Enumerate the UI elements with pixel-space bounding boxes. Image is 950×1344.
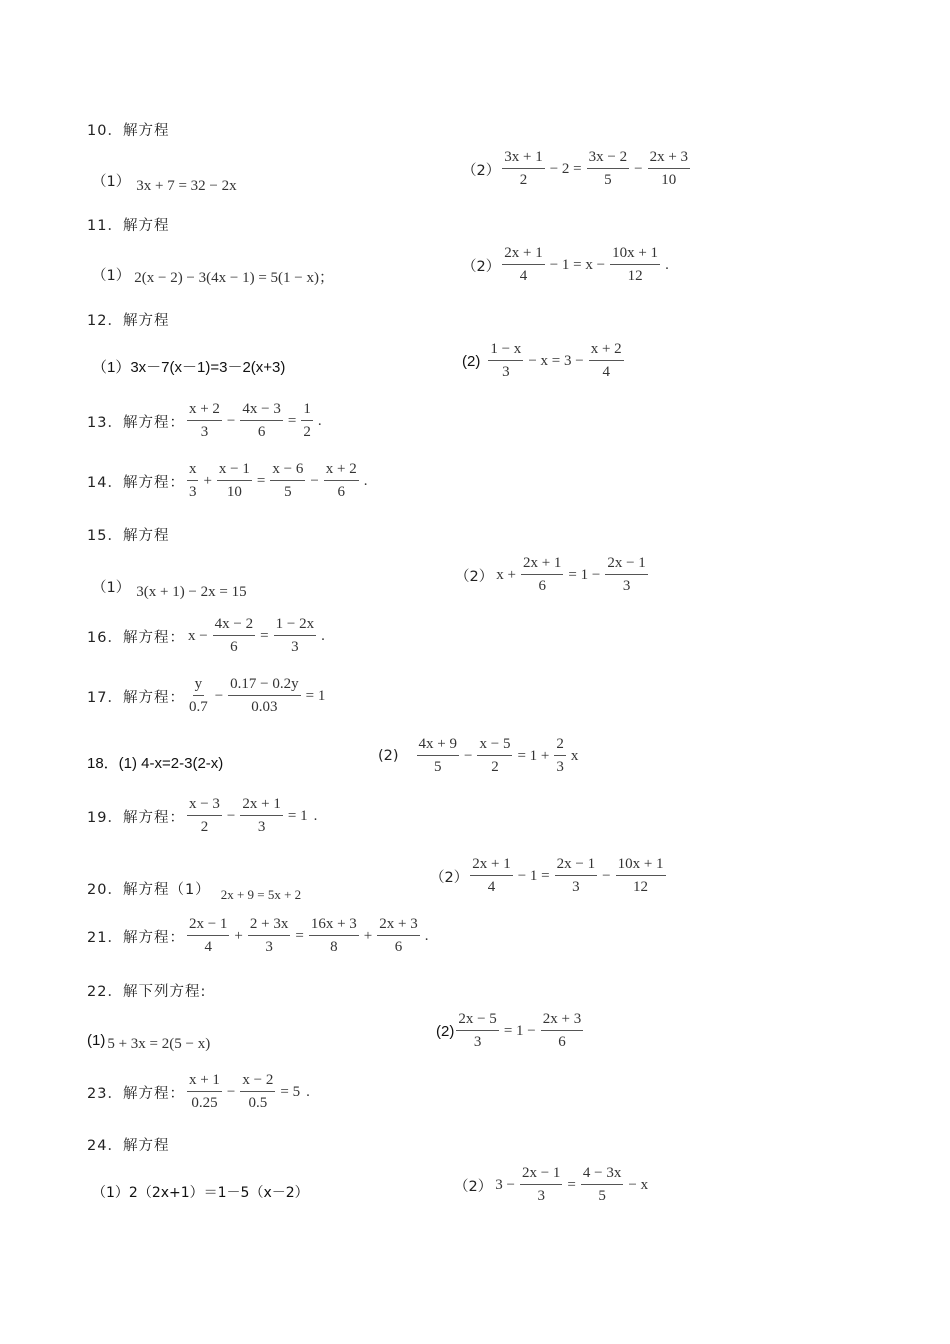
numerator: 1: [301, 402, 313, 421]
denominator: 10: [661, 172, 677, 188]
operator: = 1: [305, 687, 326, 704]
numerator: 2x − 1: [187, 917, 229, 936]
problem-15-part2: [455, 556, 650, 594]
denominator: 6: [538, 578, 546, 594]
numerator: 1 − x: [488, 342, 523, 361]
operator: −: [226, 412, 236, 429]
numerator: 0.17 − 0.2y: [228, 677, 300, 696]
part-label: （2）: [454, 1178, 493, 1195]
problem-24-part1: （1）2（2x+1）＝1－5（x－2）: [92, 1185, 309, 1201]
denominator: 5: [604, 172, 612, 188]
denominator: 0.7: [188, 699, 208, 715]
operator: +: [203, 472, 212, 489]
denominator: 3: [537, 1188, 545, 1204]
numerator: 1 − 2x: [274, 617, 316, 636]
fraction: [587, 150, 629, 188]
problem-10-part2: [462, 150, 692, 188]
operator: x −: [187, 627, 208, 644]
operator: −: [634, 160, 643, 177]
fraction: [488, 342, 523, 380]
operator: −: [226, 807, 236, 824]
operator: − x = 3 −: [528, 352, 584, 369]
part-label: （2）: [455, 568, 494, 585]
problem-label: 21．解方程：: [87, 929, 185, 946]
operator: −: [214, 687, 224, 704]
numerator: 2x + 1: [240, 797, 282, 816]
denominator: 5: [434, 759, 442, 775]
problem-10-heading: 10．解方程: [87, 123, 170, 139]
numerator: y: [193, 677, 205, 696]
fraction: [520, 1166, 562, 1204]
operator: x: [570, 747, 579, 764]
numerator: 10x + 1: [610, 246, 660, 265]
fraction: [456, 1012, 498, 1050]
problem-13: [87, 402, 325, 440]
part-label: (2): [378, 748, 399, 764]
numerator: x − 2: [240, 1073, 275, 1092]
numerator: 2 + 3x: [248, 917, 290, 936]
operator: .: [306, 1083, 310, 1100]
fraction: [324, 462, 359, 500]
problem-24-part2: [454, 1166, 651, 1204]
problem-22-part1: [87, 1028, 210, 1053]
operator: = 1 +: [517, 747, 550, 764]
fraction: [187, 1073, 222, 1111]
fraction: [228, 677, 300, 715]
fraction: [217, 462, 252, 500]
numerator: 2x + 3: [541, 1012, 583, 1031]
denominator: 2: [519, 172, 528, 188]
denominator: 3: [200, 424, 209, 440]
equation: 5 + 3x = 2(5 − x): [107, 1036, 211, 1052]
denominator: 4: [204, 939, 212, 955]
fraction: [274, 617, 316, 655]
problem-11-heading: 11．解方程: [87, 218, 170, 234]
operator: −: [602, 867, 611, 884]
fraction: [187, 917, 229, 955]
denominator: 3: [291, 639, 299, 655]
numerator: 3x + 1: [502, 150, 544, 169]
denominator: 8: [330, 939, 338, 955]
equation: 2x + 9 = 5x + 2: [220, 887, 302, 902]
denominator: 3: [257, 819, 266, 835]
problem-16: [87, 617, 328, 655]
denominator: 0.5: [248, 1095, 268, 1111]
fraction: [240, 797, 282, 835]
part-label: （2）: [462, 258, 501, 275]
problem-11-part1: [92, 262, 334, 287]
numerator: x + 1: [187, 1073, 222, 1092]
problem-10-part1: [92, 166, 237, 195]
problem-18-part1: 18．(1) 4-x=2-3(2-x): [87, 755, 224, 772]
operator: = 1 −: [568, 566, 601, 583]
denominator: 3: [473, 1034, 482, 1050]
fraction: [187, 402, 222, 440]
denominator: 6: [558, 1034, 566, 1050]
numerator: x − 1: [217, 462, 252, 481]
operator: x +: [496, 566, 516, 583]
denominator: 3: [622, 578, 631, 594]
problem-12-part2: [462, 342, 626, 380]
problem-19: [87, 797, 320, 835]
operator: − x: [628, 1176, 649, 1193]
problem-label: 19．解方程：: [87, 809, 185, 826]
numerator: 2x + 1: [470, 857, 512, 876]
fraction: [187, 677, 210, 715]
problem-17: [87, 677, 328, 715]
fraction: [270, 462, 305, 500]
denominator: 5: [598, 1188, 606, 1204]
fraction: [248, 917, 290, 955]
operator: =: [567, 1176, 576, 1193]
numerator: 2x + 1: [521, 556, 563, 575]
denominator: 3: [572, 879, 580, 895]
operator: − 1 = x −: [549, 256, 606, 273]
fraction: [581, 1166, 623, 1204]
operator: =: [287, 412, 297, 429]
denominator: 2: [491, 759, 499, 775]
fraction: [187, 462, 199, 500]
fraction: [213, 617, 255, 655]
problem-21: [87, 917, 431, 955]
fraction: [309, 917, 359, 955]
numerator: x + 2: [187, 402, 222, 421]
denominator: 4: [602, 364, 610, 380]
fraction: [502, 150, 544, 188]
numerator: x + 2: [589, 342, 624, 361]
part-label: (2): [462, 352, 481, 370]
operator: +: [234, 927, 243, 944]
problem-label: 16．解方程：: [87, 629, 185, 646]
denominator: 12: [633, 879, 649, 895]
denominator: 2: [200, 819, 209, 835]
denominator: 10: [226, 484, 242, 500]
operator: 3 −: [495, 1176, 515, 1193]
numerator: 2x + 3: [648, 150, 690, 169]
problem-20-part1: [87, 873, 301, 903]
numerator: x − 3: [187, 797, 222, 816]
denominator: 4: [487, 879, 496, 895]
fraction: [502, 246, 544, 284]
equation: 3(x + 1) − 2x = 15: [136, 584, 247, 600]
problem-20-part2: [430, 857, 668, 895]
problem-24-heading: 24．解方程: [87, 1138, 170, 1154]
numerator: 4x + 9: [417, 737, 459, 756]
denominator: 3: [556, 759, 564, 775]
fraction: [541, 1012, 583, 1050]
equation: 3x + 7 = 32 − 2x: [136, 178, 237, 194]
part-label: （2）: [462, 162, 501, 179]
fraction: [554, 737, 566, 775]
numerator: 2x − 1: [605, 556, 647, 575]
denominator: 4: [519, 268, 528, 284]
problem-label: 17．解方程：: [87, 689, 185, 706]
problem-11-part2: [462, 246, 672, 284]
numerator: 2x − 5: [456, 1012, 498, 1031]
fraction: [417, 737, 459, 775]
denominator: 0.03: [251, 699, 278, 715]
denominator: 3: [188, 484, 197, 500]
denominator: 5: [284, 484, 292, 500]
operator: = 5: [280, 1083, 301, 1100]
operator: =: [256, 472, 266, 489]
problem-12-heading: 12．解方程: [87, 313, 170, 329]
operator: =: [295, 927, 304, 944]
operator: =: [260, 627, 269, 644]
denominator: 3: [265, 939, 273, 955]
problem-14: [87, 462, 371, 500]
part-label: （1）: [92, 268, 131, 284]
fraction: [555, 857, 597, 895]
fraction: [610, 246, 660, 284]
equation: 2(x − 2) − 3(4x − 1) = 5(1 − x)；: [134, 270, 335, 286]
numerator: 16x + 3: [309, 917, 359, 936]
fraction: [301, 402, 313, 440]
numerator: 3x − 2: [587, 150, 629, 169]
operator: = 1 −: [503, 1022, 536, 1039]
problem-18-part2: [378, 737, 581, 775]
part-label: （2）: [430, 869, 469, 886]
numerator: x − 6: [270, 462, 305, 481]
numerator: 2x + 1: [502, 246, 544, 265]
operator: .: [424, 927, 429, 944]
operator: − 2 =: [549, 160, 582, 177]
numerator: x − 5: [477, 737, 512, 756]
problem-label: 20．解方程（1）: [87, 881, 211, 898]
part-label: （1）: [92, 580, 131, 596]
fraction: [605, 556, 647, 594]
part-label: (2): [436, 1022, 455, 1040]
denominator: 6: [394, 939, 403, 955]
operator: − 1 =: [517, 867, 550, 884]
denominator: 6: [257, 424, 266, 440]
operator: .: [321, 627, 325, 644]
numerator: x + 2: [324, 462, 359, 481]
problem-22-heading: 22．解下列方程:: [87, 984, 207, 1000]
problem-15-heading: 15．解方程: [87, 528, 170, 544]
problem-label: 23．解方程：: [87, 1085, 185, 1102]
part-label: (1): [87, 1032, 106, 1049]
problem-12-part1: （1）3x－7(x－1)=3－2(x+3): [92, 359, 286, 376]
fraction: [616, 857, 666, 895]
fraction: [377, 917, 419, 955]
operator: −: [226, 1083, 236, 1100]
operator: +: [363, 927, 373, 944]
fraction: [240, 402, 282, 440]
operator: .: [313, 807, 318, 824]
numerator: 2x − 1: [520, 1166, 562, 1185]
fraction: [187, 797, 222, 835]
denominator: 3: [502, 364, 510, 380]
numerator: x: [187, 462, 199, 481]
numerator: 4x − 2: [213, 617, 255, 636]
fraction: [240, 1073, 275, 1111]
denominator: 6: [230, 639, 238, 655]
fraction: [477, 737, 512, 775]
fraction: [648, 150, 690, 188]
operator: −: [310, 472, 319, 489]
operator: .: [317, 412, 322, 429]
operator: .: [363, 472, 368, 489]
denominator: 2: [303, 424, 311, 440]
numerator: 2x + 3: [377, 917, 419, 936]
problem-15-part1: [92, 572, 247, 601]
numerator: 4 − 3x: [581, 1166, 623, 1185]
fraction: [470, 857, 512, 895]
problem-label: 14．解方程：: [87, 474, 185, 491]
fraction: [589, 342, 624, 380]
operator: = 1: [287, 807, 308, 824]
part-label: （1）: [92, 174, 131, 190]
problem-label: 13．解方程：: [87, 414, 185, 431]
problem-23: [87, 1073, 313, 1111]
fraction: [521, 556, 563, 594]
denominator: 0.25: [191, 1095, 218, 1111]
operator: .: [665, 256, 669, 273]
problem-22-part2: [436, 1012, 585, 1050]
numerator: 10x + 1: [616, 857, 666, 876]
operator: −: [464, 747, 473, 764]
numerator: 2: [554, 737, 566, 756]
denominator: 12: [627, 268, 643, 284]
numerator: 4x − 3: [240, 402, 282, 421]
denominator: 6: [337, 484, 346, 500]
numerator: 2x − 1: [555, 857, 597, 876]
